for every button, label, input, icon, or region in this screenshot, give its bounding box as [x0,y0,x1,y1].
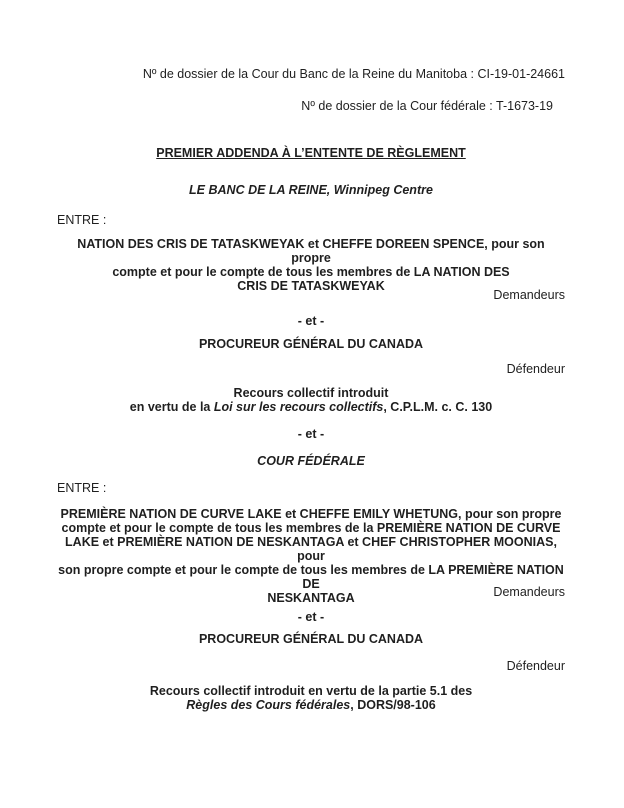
plaintiffs-manitoba-line: CRIS DE TATASKWEYAK [237,279,385,293]
file-number-federal: Nº de dossier de la Cour fédérale : T-1673-19 [301,99,553,113]
proceeding-manitoba-line2-prefix: en vertu de la [129,400,214,414]
plaintiffs-federal-line: NESKANTAGA [267,591,355,605]
defendant-role-2: Défendeur [506,659,565,673]
proceeding-manitoba [57,386,565,414]
proceeding-federal-line1: Recours collectif introduit en vertu de la partie 5.1 des [149,684,473,698]
file-number-manitoba: Nº de dossier de la Cour du Banc de la Reine du Manitoba : CI-19-01-24661 [142,67,565,81]
plaintiffs-federal-line: compte et pour le compte de tous les membres de la PREMIÈRE NATION DE CURVE [61,521,561,535]
plaintiffs-federal-line: son propre compte et pour le compte de tous les membres de LA PREMIÈRE NATION DE [58,563,564,591]
statute-name-manitoba: Loi sur les recours collectifs [213,400,384,414]
court-name-federal: COUR FÉDÉRALE [257,454,365,468]
proceeding-federal-line2-suffix: , DORS/98-106 [350,698,436,712]
statute-name-federal: Règles des Cours fédérales [186,698,351,712]
plaintiffs-role-2: Demandeurs [493,585,565,599]
plaintiffs-manitoba-line: compte et pour le compte de tous les membres de LA NATION DES [112,265,510,279]
proceeding-manitoba-line2-suffix: , C.P.L.M. c. C. 130 [383,400,493,414]
between-label-2: ENTRE : [57,481,107,495]
between-label-1: ENTRE : [57,213,107,227]
plaintiffs-federal-line: LAKE et PREMIÈRE NATION DE NESKANTAGA et CHEF CHRISTOPHER MOONIAS, pour [65,535,557,563]
defendant-role-1: Défendeur [506,362,565,376]
plaintiffs-manitoba-line: NATION DES CRIS DE TATASKWEYAK et CHEFFE DOREEN SPENCE, pour son propre [77,237,545,265]
proceeding-manitoba-line2 [57,400,565,414]
plaintiffs-role-1: Demandeurs [493,288,565,302]
and-separator-1: - et - [297,314,325,328]
proceeding-federal-line2 [57,698,565,712]
court-name-queens-bench: LE BANC DE LA REINE, Winnipeg Centre [189,183,433,197]
defendant-name-1: PROCUREUR GÉNÉRAL DU CANADA [198,337,424,351]
plaintiffs-manitoba [57,237,565,293]
proceeding-manitoba-line1: Recours collectif introduit [233,386,389,400]
plaintiffs-federal-line: PREMIÈRE NATION DE CURVE LAKE et CHEFFE EMILY WHETUNG, pour son propre [60,507,562,521]
document-title: PREMIER ADDENDA À L’ENTENTE DE RÈGLEMENT [156,146,466,160]
proceeding-federal [57,684,565,712]
and-separator-2: - et - [297,610,325,624]
defendant-name-2: PROCUREUR GÉNÉRAL DU CANADA [198,632,424,646]
and-separator-between-courts: - et - [297,427,325,441]
